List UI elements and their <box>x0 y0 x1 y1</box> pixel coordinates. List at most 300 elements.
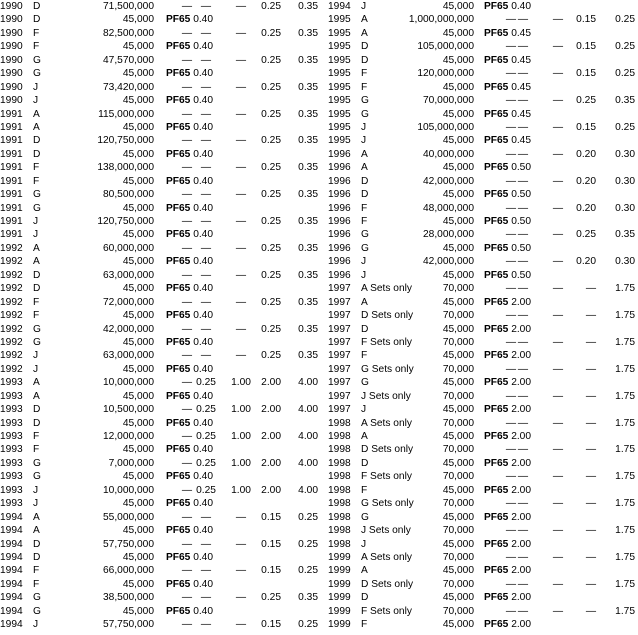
mintage-cell: 105,000,000 <box>417 41 474 53</box>
series-cell: A <box>33 121 40 133</box>
price-cell: — <box>585 417 596 429</box>
proof-grade-cell: PF65 2.00 <box>484 619 532 631</box>
mintage-cell: 1,000,000,000 <box>408 14 474 26</box>
price-cell: — <box>235 108 247 120</box>
price-cell: — <box>517 14 529 26</box>
price-cell: — <box>505 417 516 429</box>
year-cell: 1990 <box>0 81 23 93</box>
series-cell: D <box>33 135 41 147</box>
price-cell: 0.25 <box>261 27 281 39</box>
table-row <box>0 457 319 470</box>
price-cell: 1.00 <box>231 457 251 469</box>
series-cell: A <box>33 256 40 268</box>
proof-grade-cell: PF65 0.40 <box>166 148 214 160</box>
mintage-cell: 45,000 <box>442 538 474 550</box>
table-row <box>319 269 638 282</box>
series-cell: F <box>361 216 368 227</box>
price-cell: 1.00 <box>231 431 251 442</box>
year-cell: 1998 <box>328 484 351 496</box>
series-cell: J <box>33 498 39 510</box>
price-cell: 0.15 <box>261 619 281 631</box>
mintage-cell: 45,000 <box>122 121 154 133</box>
proof-grade-label: PF65 <box>484 323 509 335</box>
series-cell: D <box>33 404 41 416</box>
proof-grade-label: PF65 <box>166 390 191 402</box>
price-cell: — <box>585 605 596 617</box>
mintage-cell: 45,000 <box>442 54 474 66</box>
table-row <box>0 484 319 497</box>
price-cell: 0.15 <box>576 68 596 80</box>
table-row <box>0 551 319 564</box>
proof-grade-cell: PF65 2.00 <box>484 323 532 335</box>
series-cell: G <box>33 457 41 469</box>
proof-grade-cell: PF65 0.40 <box>166 202 214 214</box>
series-cell: G <box>33 202 41 214</box>
price-cell: 0.25 <box>261 108 281 120</box>
mintage-cell: 45,000 <box>122 256 154 268</box>
mintage-cell: 45,000 <box>442 565 474 577</box>
price-cell: 0.25 <box>261 81 281 93</box>
table-row <box>0 443 319 456</box>
year-cell: 1993 <box>0 498 23 510</box>
year-cell: 1995 <box>328 108 351 120</box>
proof-grade-cell: PF65 0.40 <box>166 444 214 456</box>
price-cell: — <box>200 619 212 631</box>
year-cell: 1996 <box>328 148 351 160</box>
mintage-cell: 45,000 <box>122 417 154 429</box>
price-cell: — <box>505 363 516 375</box>
mintage-cell: 45,000 <box>122 14 154 26</box>
table-row <box>0 161 319 174</box>
price-cell: — <box>235 162 247 174</box>
table-row <box>0 470 319 483</box>
series-cell: D <box>361 592 369 604</box>
price-cell: 0.30 <box>615 148 635 160</box>
proof-grade-cell: PF65 2.00 <box>484 296 532 308</box>
mintage-cell: 45,000 <box>122 578 154 590</box>
table-row <box>0 282 319 295</box>
price-cell: — <box>200 162 212 174</box>
price-cell: — <box>505 41 516 53</box>
price-cell: — <box>552 41 564 53</box>
table-row <box>0 54 319 67</box>
price-cell: — <box>552 202 564 214</box>
series-cell: G <box>33 189 41 201</box>
table-row <box>319 228 638 241</box>
year-cell: 1996 <box>328 175 351 187</box>
price-cell: — <box>517 256 529 268</box>
table-row <box>319 591 638 604</box>
price-cell: — <box>552 283 564 295</box>
price-cell: — <box>200 81 212 93</box>
proof-grade-label: PF65 <box>166 336 191 348</box>
proof-grade-label: PF65 <box>484 538 509 550</box>
proof-grade-cell: PF65 0.40 <box>166 256 214 268</box>
proof-grade-label: PF65 <box>484 511 509 523</box>
year-cell: 1993 <box>0 444 23 456</box>
proof-grade-label: PF65 <box>166 68 191 80</box>
mintage-cell: 70,000 <box>442 498 474 510</box>
price-cell: 0.25 <box>196 457 216 469</box>
year-cell: 1995 <box>328 121 351 133</box>
price-cell: — <box>200 538 212 550</box>
table-row <box>0 255 319 268</box>
year-cell: 1997 <box>328 390 351 402</box>
year-cell: 1997 <box>328 363 351 375</box>
price-cell: — <box>552 525 564 537</box>
price-cell: 4.00 <box>298 431 318 442</box>
series-cell: J <box>361 1 367 12</box>
price-cell: — <box>235 619 247 631</box>
price-cell: 0.25 <box>196 431 216 442</box>
proof-grade-cell: PF65 2.00 <box>484 592 532 604</box>
price-cell: — <box>517 417 529 429</box>
price-cell: — <box>585 444 596 456</box>
price-cell: 0.35 <box>298 135 318 147</box>
price-cell: — <box>181 296 192 308</box>
price-cell: — <box>200 350 212 362</box>
proof-grade-cell: PF65 0.50 <box>484 216 532 227</box>
price-cell: 0.25 <box>196 404 216 416</box>
proof-grade-label: PF65 <box>484 484 509 496</box>
table-row <box>319 551 638 564</box>
mintage-cell: 12,000,000 <box>103 431 154 442</box>
mintage-cell: 45,000 <box>122 363 154 375</box>
price-cell: — <box>181 457 192 469</box>
price-cell: — <box>235 54 247 66</box>
mintage-cell: 40,000,000 <box>423 148 474 160</box>
year-cell: 1990 <box>0 14 23 26</box>
proof-grade-label: PF65 <box>484 54 509 66</box>
mintage-cell: 47,570,000 <box>103 54 154 66</box>
year-cell: 1994 <box>0 551 23 563</box>
series-cell: D Sets only <box>361 578 414 590</box>
mintage-cell: 120,750,000 <box>97 216 154 227</box>
table-row <box>319 188 638 201</box>
price-cell: 2.00 <box>261 404 281 416</box>
price-cell: — <box>181 404 192 416</box>
mintage-cell: 45,000 <box>122 471 154 483</box>
proof-grade-label: PF65 <box>166 175 191 187</box>
year-cell: 1998 <box>328 444 351 456</box>
year-cell: 1994 <box>0 538 23 550</box>
price-cell: — <box>552 148 564 160</box>
series-cell: D Sets only <box>361 310 414 322</box>
price-cell: 1.00 <box>231 377 251 389</box>
price-cell: — <box>235 135 247 147</box>
table-row <box>0 618 319 631</box>
price-cell: 0.20 <box>576 256 596 268</box>
price-cell: 0.35 <box>298 350 318 362</box>
year-cell: 1993 <box>0 484 23 496</box>
table-row <box>319 484 638 497</box>
price-cell: — <box>181 592 192 604</box>
price-cell: — <box>585 336 596 348</box>
price-cell: 0.25 <box>261 135 281 147</box>
table-row <box>319 417 638 430</box>
series-cell: D <box>361 457 369 469</box>
year-cell: 1990 <box>0 27 23 39</box>
year-cell: 1991 <box>0 229 23 241</box>
table-row <box>0 309 319 322</box>
table-row <box>0 94 319 107</box>
year-cell: 1999 <box>328 551 351 563</box>
series-cell: A Sets only <box>361 283 412 295</box>
table-row <box>0 578 319 591</box>
mintage-cell: 120,000,000 <box>417 68 474 80</box>
mintage-cell: 45,000 <box>442 592 474 604</box>
series-cell: F <box>33 296 40 308</box>
proof-grade-label: PF65 <box>484 269 509 281</box>
price-cell: — <box>552 336 564 348</box>
series-cell: G <box>361 511 369 523</box>
price-cell: — <box>552 14 564 26</box>
table-row <box>319 564 638 577</box>
series-cell: F <box>361 81 368 93</box>
price-cell: — <box>200 27 212 39</box>
proof-grade-cell: PF65 2.00 <box>484 511 532 523</box>
proof-grade-cell: PF65 0.45 <box>484 135 532 147</box>
table-row <box>0 175 319 188</box>
series-cell: A Sets only <box>361 417 412 429</box>
series-cell: G <box>361 377 369 389</box>
table-row <box>0 188 319 201</box>
year-cell: 1991 <box>0 202 23 214</box>
proof-grade-cell: PF65 0.45 <box>484 27 532 39</box>
price-cell: — <box>505 444 516 456</box>
price-cell: 0.15 <box>261 538 281 550</box>
price-cell: — <box>181 242 192 254</box>
price-cell: 0.35 <box>298 269 318 281</box>
series-cell: D <box>361 175 369 187</box>
year-cell: 1999 <box>328 565 351 577</box>
mintage-cell: 45,000 <box>442 1 474 12</box>
mintage-cell: 63,000,000 <box>103 350 154 362</box>
proof-grade-label: PF65 <box>166 498 191 510</box>
series-cell: A <box>361 565 368 577</box>
mintage-cell: 70,000 <box>442 283 474 295</box>
series-cell: F Sets only <box>361 471 412 483</box>
year-cell: 1995 <box>328 135 351 147</box>
proof-grade-cell: PF65 0.40 <box>166 605 214 617</box>
table-row <box>319 40 638 53</box>
mintage-cell: 80,500,000 <box>103 189 154 201</box>
mintage-cell: 45,000 <box>442 431 474 442</box>
proof-grade-label: PF65 <box>166 551 191 563</box>
proof-grade-cell: PF65 0.45 <box>484 108 532 120</box>
price-cell: — <box>552 578 564 590</box>
table-row <box>319 27 638 40</box>
series-cell: A Sets only <box>361 551 412 563</box>
table-row <box>0 134 319 147</box>
table-row <box>0 242 319 255</box>
series-cell: J <box>361 135 367 147</box>
proof-grade-cell: PF65 0.50 <box>484 162 532 174</box>
price-cell: 0.35 <box>615 95 635 107</box>
series-cell: A <box>361 162 368 174</box>
mintage-cell: 10,000,000 <box>103 377 154 389</box>
series-cell: D <box>33 551 41 563</box>
price-cell: 0.25 <box>261 269 281 281</box>
table-row <box>319 13 638 26</box>
price-cell: — <box>181 108 192 120</box>
price-cell: 0.35 <box>298 216 318 227</box>
table-row <box>0 67 319 80</box>
price-cell: — <box>517 175 529 187</box>
price-cell: — <box>200 242 212 254</box>
year-cell: 1997 <box>328 350 351 362</box>
table-row <box>0 336 319 349</box>
table-row <box>319 336 638 349</box>
price-cell: 0.25 <box>196 377 216 389</box>
price-cell: — <box>517 95 529 107</box>
proof-grade-label: PF65 <box>166 310 191 322</box>
table-row <box>319 511 638 524</box>
table-row <box>319 148 638 161</box>
mintage-cell: 45,000 <box>442 242 474 254</box>
series-cell: G <box>33 323 41 335</box>
price-cell: — <box>181 538 192 550</box>
price-cell: — <box>235 323 247 335</box>
price-cell: 0.35 <box>298 27 318 39</box>
price-cell: 1.75 <box>615 525 635 537</box>
table-row <box>0 0 319 13</box>
proof-grade-cell: PF65 0.40 <box>166 525 214 537</box>
series-cell: J <box>33 95 39 107</box>
mintage-cell: 70,000 <box>442 336 474 348</box>
mintage-cell: 55,000,000 <box>103 511 154 523</box>
price-cell: 0.35 <box>298 242 318 254</box>
price-cell: 4.00 <box>298 404 318 416</box>
year-cell: 1994 <box>0 525 23 537</box>
price-cell: — <box>181 484 192 496</box>
proof-grade-label: PF65 <box>166 229 191 241</box>
price-cell: 1.75 <box>615 283 635 295</box>
mintage-cell: 10,500,000 <box>103 404 154 416</box>
table-row <box>319 538 638 551</box>
table-row <box>319 376 638 389</box>
mintage-cell: 138,000,000 <box>97 162 154 174</box>
proof-grade-label: PF65 <box>166 41 191 53</box>
proof-grade-cell: PF65 0.40 <box>166 336 214 348</box>
table-row <box>319 282 638 295</box>
mintage-cell: 10,000,000 <box>103 484 154 496</box>
series-cell: A <box>33 242 40 254</box>
proof-grade-cell: PF65 0.40 <box>166 121 214 133</box>
proof-grade-label: PF65 <box>166 121 191 133</box>
table-row <box>319 121 638 134</box>
series-cell: J <box>33 350 39 362</box>
table-row <box>0 497 319 510</box>
mintage-cell: 45,000 <box>442 162 474 174</box>
mintage-cell: 45,000 <box>122 95 154 107</box>
price-cell: 0.25 <box>261 54 281 66</box>
year-cell: 1997 <box>328 283 351 295</box>
series-cell: A <box>33 377 40 389</box>
proof-grade-label: PF65 <box>484 216 509 227</box>
price-cell: — <box>181 189 192 201</box>
table-row <box>0 564 319 577</box>
year-cell: 1991 <box>0 189 23 201</box>
proof-grade-label: PF65 <box>166 283 191 295</box>
year-cell: 1998 <box>328 431 351 442</box>
mintage-cell: 45,000 <box>442 135 474 147</box>
series-cell: A <box>361 296 368 308</box>
price-cell: 0.25 <box>298 619 318 631</box>
price-table-left-column <box>0 0 319 632</box>
price-cell: — <box>505 95 516 107</box>
proof-grade-label: PF65 <box>484 296 509 308</box>
price-cell: — <box>585 551 596 563</box>
price-cell: — <box>235 592 247 604</box>
series-cell: F <box>361 202 368 214</box>
price-cell: — <box>235 538 247 550</box>
proof-grade-cell: PF65 2.00 <box>484 457 532 469</box>
year-cell: 1994 <box>0 578 23 590</box>
series-cell: D <box>33 283 41 295</box>
year-cell: 1991 <box>0 108 23 120</box>
mintage-cell: 72,000,000 <box>103 296 154 308</box>
series-cell: F <box>33 444 40 456</box>
series-cell: D <box>33 417 41 429</box>
year-cell: 1998 <box>328 525 351 537</box>
mintage-cell: 45,000 <box>122 525 154 537</box>
year-cell: 1990 <box>0 54 23 66</box>
price-cell: — <box>552 121 564 133</box>
year-cell: 1990 <box>0 95 23 107</box>
price-cell: 0.15 <box>576 121 596 133</box>
price-cell: — <box>181 216 192 227</box>
series-cell: F <box>361 350 368 362</box>
price-cell: — <box>181 565 192 577</box>
price-cell: — <box>505 175 516 187</box>
year-cell: 1992 <box>0 242 23 254</box>
price-cell: — <box>517 525 529 537</box>
proof-grade-cell: PF65 0.40 <box>166 390 214 402</box>
proof-grade-cell: PF65 0.40 <box>166 68 214 80</box>
mintage-cell: 45,000 <box>122 68 154 80</box>
mintage-cell: 120,750,000 <box>97 135 154 147</box>
series-cell: F <box>33 41 40 53</box>
table-row <box>319 605 638 618</box>
table-row <box>319 403 638 416</box>
proof-grade-cell: PF65 0.40 <box>166 417 214 429</box>
mintage-cell: 70,000 <box>442 525 474 537</box>
price-cell: 0.35 <box>298 54 318 66</box>
year-cell: 1995 <box>328 14 351 26</box>
price-cell: — <box>552 605 564 617</box>
year-cell: 1992 <box>0 310 23 322</box>
year-cell: 1992 <box>0 269 23 281</box>
mintage-cell: 45,000 <box>122 148 154 160</box>
proof-grade-cell: PF65 2.00 <box>484 538 532 550</box>
price-cell: 0.20 <box>576 202 596 214</box>
year-cell: 1996 <box>328 229 351 241</box>
proof-grade-label: PF65 <box>166 202 191 214</box>
proof-grade-cell: PF65 0.45 <box>484 54 532 66</box>
mintage-cell: 45,000 <box>442 269 474 281</box>
price-cell: — <box>505 498 516 510</box>
price-cell: 1.75 <box>615 336 635 348</box>
table-row <box>319 309 638 322</box>
price-cell: — <box>200 565 212 577</box>
price-cell: — <box>235 350 247 362</box>
proof-grade-cell: PF65 0.40 <box>166 14 214 26</box>
price-cell: 0.20 <box>576 148 596 160</box>
series-cell: F <box>361 619 368 631</box>
price-cell: — <box>585 578 596 590</box>
price-cell: — <box>517 121 529 133</box>
